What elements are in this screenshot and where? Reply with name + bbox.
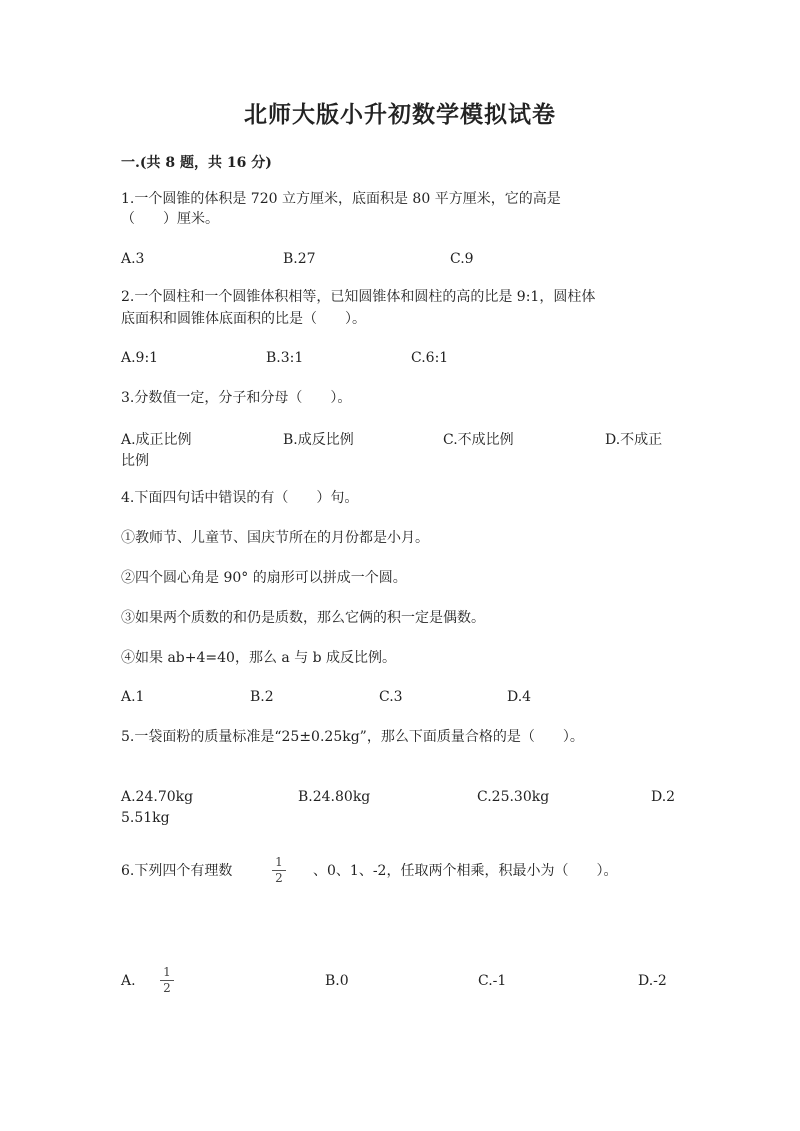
question-5-line-1: 5.一袋面粉的质量标准是“25±0.25kg”，那么下面质量合格的是（ ）。 bbox=[121, 729, 584, 745]
question-1-option-c: C.9 bbox=[450, 251, 474, 267]
question-2-option-c: C.6:1 bbox=[411, 350, 449, 366]
fraction-denominator: 2 bbox=[275, 871, 283, 885]
question-5-option-a: A.24.70kg bbox=[121, 789, 194, 805]
question-3-option-a: A.成正比例 bbox=[121, 432, 192, 448]
question-5-option-b: B.24.80kg bbox=[298, 789, 371, 805]
question-4-option-b: B.2 bbox=[250, 689, 274, 705]
question-4-statement-4: ④如果 ab+4=40，那么 a 与 b 成反比例。 bbox=[121, 650, 397, 666]
question-4-statement-3: ③如果两个质数的和仍是质数，那么它俩的积一定是偶数。 bbox=[121, 610, 485, 626]
question-4-option-a: A.1 bbox=[121, 689, 145, 705]
question-3-option-d-wrap: 比例 bbox=[121, 453, 149, 469]
question-6-option-b: B.0 bbox=[325, 973, 349, 989]
question-6-fraction bbox=[272, 856, 286, 885]
question-5-option-d-wrap: 5.51kg bbox=[121, 810, 170, 826]
question-1-line-2: （ ）厘米。 bbox=[121, 211, 219, 227]
question-6-suffix: 、0、1、-2，任取两个相乘，积最小为（ ）。 bbox=[313, 863, 618, 879]
section-heading: 一.(共 8 题，共 16 分) bbox=[121, 155, 272, 171]
question-6-option-a-fraction bbox=[160, 966, 174, 995]
question-5-option-c: C.25.30kg bbox=[477, 789, 550, 805]
question-6-option-c: C.-1 bbox=[478, 973, 507, 989]
question-4-statement-1: ①教师节、儿童节、国庆节所在的月份都是小月。 bbox=[121, 530, 429, 546]
question-4-option-d: D.4 bbox=[507, 689, 532, 705]
question-6-option-a-label: A. bbox=[121, 973, 136, 989]
fraction-denominator: 2 bbox=[163, 981, 171, 995]
question-4-line-1: 4.下面四句话中错误的有（ ）句。 bbox=[121, 490, 359, 506]
question-2-line-2: 底面积和圆锥体底面积的比是（ ）。 bbox=[121, 311, 366, 327]
question-1-option-b: B.27 bbox=[283, 251, 316, 267]
page-title: 北师大版小升初数学模拟试卷 bbox=[244, 101, 556, 128]
fraction-numerator: 1 bbox=[275, 855, 283, 869]
question-4-option-c: C.3 bbox=[379, 689, 403, 705]
question-6-option-d: D.-2 bbox=[638, 973, 667, 989]
question-4-statement-2: ②四个圆心角是 90° 的扇形可以拼成一个圆。 bbox=[121, 570, 407, 586]
question-2-line-1: 2.一个圆柱和一个圆锥体积相等，已知圆锥体和圆柱的高的比是 9:1，圆柱体 bbox=[121, 289, 596, 305]
question-1-option-a: A.3 bbox=[121, 251, 145, 267]
question-6-prefix: 6.下列四个有理数 bbox=[121, 863, 233, 879]
question-5-option-d: D.2 bbox=[651, 789, 676, 805]
question-3-option-c: C.不成比例 bbox=[443, 432, 514, 448]
question-2-option-b: B.3:1 bbox=[266, 350, 304, 366]
question-3-option-d: D.不成正 bbox=[605, 432, 663, 448]
fraction-numerator: 1 bbox=[163, 965, 171, 979]
question-3-option-b: B.成反比例 bbox=[283, 432, 354, 448]
question-1-line-1: 1.一个圆锥的体积是 720 立方厘米，底面积是 80 平方厘米，它的高是 bbox=[121, 191, 561, 207]
question-2-option-a: A.9:1 bbox=[121, 350, 159, 366]
question-3-line-1: 3.分数值一定，分子和分母（ ）。 bbox=[121, 390, 352, 406]
